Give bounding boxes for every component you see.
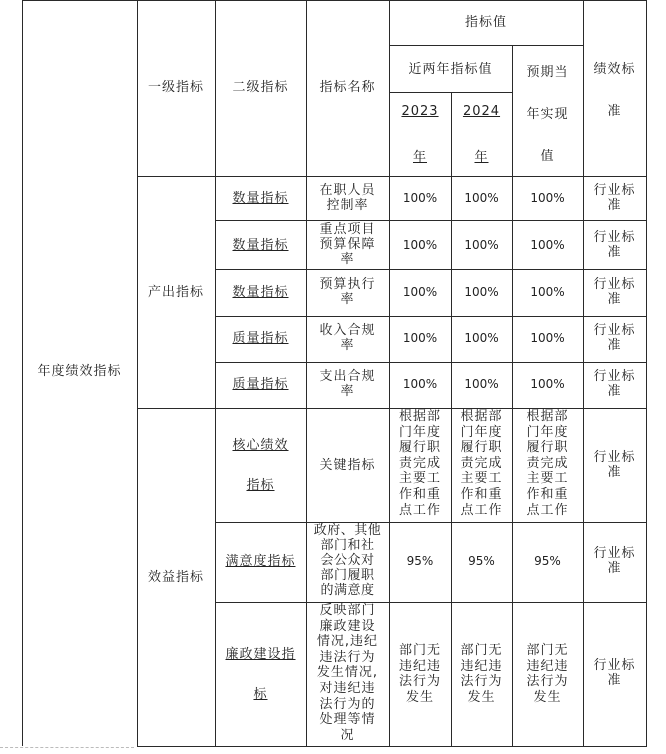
- value-2024: 100%: [464, 377, 499, 391]
- text-line: 率: [340, 292, 355, 307]
- header-text-line: 值: [540, 149, 555, 164]
- text-line: 门年度: [398, 424, 441, 440]
- text-line: 部门履职: [320, 568, 375, 583]
- rule-row: [215, 220, 646, 221]
- page-edge-dashed: [0, 747, 134, 748]
- text-line: 部门无: [460, 643, 503, 658]
- text-line: 准: [607, 198, 622, 213]
- value-2024: 100%: [464, 191, 499, 205]
- indicator-name: [306, 323, 389, 353]
- header-text-line: 年实现: [526, 107, 569, 122]
- header-year-2023: [389, 104, 451, 165]
- col-divider: [215, 0, 216, 747]
- performance-standard: [583, 230, 646, 260]
- year-2023-text: 2023: [401, 104, 439, 119]
- header-level1: 一级指标: [147, 80, 204, 95]
- year-2024-text: 2024: [462, 104, 501, 119]
- value-expected: [512, 409, 583, 518]
- rule-row: [215, 522, 646, 523]
- value-expected: [512, 643, 583, 705]
- value-expected: 100%: [530, 377, 565, 391]
- indicator-name: [306, 222, 389, 267]
- table-border-bottom: [137, 746, 646, 747]
- text-line: 部门无: [398, 643, 441, 658]
- text-line: 行业标: [593, 450, 636, 465]
- indicator-name: [306, 369, 389, 399]
- text-line: 处理等情: [319, 712, 376, 728]
- text-line: 门年度: [460, 424, 503, 440]
- header-level2: 二级指标: [232, 80, 289, 95]
- header-performance-standard: [583, 59, 646, 122]
- text-line: 履行职: [526, 440, 569, 456]
- text-line: 指标: [246, 478, 275, 493]
- text-line: 法行为: [526, 674, 569, 690]
- text-line: 率: [340, 338, 355, 353]
- text-line: 主要工: [526, 471, 569, 487]
- text-line: 准: [607, 384, 622, 399]
- rule-header-bottom: [137, 176, 646, 177]
- text-line: 法行为: [398, 674, 441, 690]
- value-2023: 100%: [402, 285, 438, 299]
- text-line: 行业标: [593, 277, 636, 292]
- text-line: 在职人员: [319, 183, 376, 198]
- text-line: 准: [607, 338, 622, 353]
- text-line: 作和重: [460, 486, 503, 502]
- text-line: 发生: [467, 689, 496, 705]
- value-expected: 100%: [530, 238, 565, 252]
- header-expected-value: [512, 62, 583, 167]
- text-line: 廉政建设指: [225, 647, 296, 662]
- text-line: 准: [607, 292, 622, 307]
- text-line: 法行为的: [319, 696, 376, 712]
- indicator-name: [306, 277, 389, 307]
- text-line: 反映部门: [319, 603, 376, 618]
- value-2023: [389, 643, 451, 705]
- value-2024: 100%: [464, 238, 499, 252]
- value-2023: 100%: [402, 331, 438, 345]
- text-line: 部门无: [526, 643, 569, 658]
- performance-standard: [583, 183, 646, 213]
- rule-row: [215, 316, 646, 317]
- text-line: 发生: [533, 689, 562, 705]
- text-line: 率: [340, 252, 355, 267]
- text-line: 预算执行: [319, 277, 376, 292]
- text-line: 主要工: [398, 471, 441, 487]
- text-line: 违纪违: [398, 658, 441, 674]
- header-text-line: 预期当: [526, 65, 569, 80]
- text-line: 行业标: [593, 658, 636, 673]
- level2-cell: 满意度指标: [225, 554, 296, 569]
- indicator-name: 关键指标: [319, 458, 376, 473]
- text-line: 根据部: [526, 409, 569, 424]
- level2-cell: 数量指标: [232, 191, 289, 206]
- rule-row: [215, 602, 646, 603]
- col-divider: [137, 0, 138, 747]
- text-line: 行业标: [593, 323, 636, 338]
- text-line: 法行为: [460, 674, 503, 690]
- text-line: 重点项目: [319, 222, 376, 237]
- level2-cell: 质量指标: [232, 331, 289, 346]
- text-line: 政府、其他: [313, 523, 382, 538]
- text-line: 预算保障: [319, 237, 376, 252]
- value-2024: 100%: [464, 331, 499, 345]
- text-line: 准: [607, 673, 622, 688]
- text-line: 标: [253, 687, 268, 702]
- value-2023: 100%: [402, 191, 438, 205]
- level2-cell: [215, 436, 306, 496]
- value-2024: [451, 409, 512, 518]
- value-2024: [451, 643, 512, 705]
- text-line: 点工作: [526, 502, 569, 518]
- performance-standard: [583, 450, 646, 480]
- value-2023: [389, 409, 451, 518]
- value-expected: 95%: [534, 554, 561, 568]
- indicator-name: [306, 603, 389, 743]
- rule-under-value-header: [389, 45, 583, 46]
- text-line: 履行职: [460, 440, 503, 456]
- header-indicator-name: 指标名称: [319, 80, 376, 95]
- level2-cell: [215, 645, 306, 705]
- value-2024: 100%: [464, 285, 499, 299]
- rule-row: [215, 362, 646, 363]
- text-line: 控制率: [326, 198, 369, 213]
- text-line: 准: [607, 465, 622, 480]
- value-expected: 100%: [530, 191, 565, 205]
- text-line: 廉政建设: [319, 618, 376, 634]
- text-line: 的满意度: [320, 583, 375, 598]
- indicator-name: [306, 523, 389, 598]
- year-suffix: 年: [412, 150, 427, 165]
- header-text-line: 准: [607, 104, 622, 119]
- text-line: 责完成: [398, 455, 441, 471]
- text-line: 根据部: [398, 409, 441, 424]
- year-suffix: 年: [474, 150, 489, 165]
- header-text-line: 绩效标: [593, 62, 636, 77]
- value-expected: 100%: [530, 285, 565, 299]
- value-2023: 95%: [406, 554, 434, 568]
- rule-row: [215, 269, 646, 270]
- indicator-name: [306, 183, 389, 213]
- header-recent-two-years: 近两年指标值: [408, 62, 493, 77]
- performance-standard: [583, 323, 646, 353]
- text-line: 发生情况,: [316, 665, 379, 681]
- table-border-right: [646, 0, 647, 747]
- header-indicator-value: 指标值: [464, 15, 507, 30]
- text-line: 作和重: [526, 486, 569, 502]
- table-border-top: [22, 0, 646, 1]
- text-line: 收入合规: [319, 323, 376, 338]
- performance-standard: [583, 369, 646, 399]
- text-line: 点工作: [460, 502, 503, 518]
- value-expected: 100%: [530, 331, 565, 345]
- text-line: 行业标: [593, 369, 636, 384]
- text-line: 主要工: [460, 471, 503, 487]
- level2-cell: 数量指标: [232, 285, 289, 300]
- text-line: 根据部: [460, 409, 503, 424]
- text-line: 部门和社: [320, 538, 375, 553]
- value-2023: 100%: [402, 238, 438, 252]
- text-line: 违纪违: [460, 658, 503, 674]
- text-line: 发生: [405, 689, 434, 705]
- text-line: 履行职: [398, 440, 441, 456]
- level1-benefit: 效益指标: [147, 570, 204, 585]
- level2-cell: 质量指标: [232, 377, 289, 392]
- text-line: 支出合规: [319, 369, 376, 384]
- performance-standard: [583, 658, 646, 688]
- text-line: 责完成: [460, 455, 503, 471]
- text-line: 准: [607, 561, 622, 576]
- text-line: 会公众对: [320, 553, 375, 568]
- text-line: 门年度: [526, 424, 569, 440]
- text-line: 作和重: [398, 486, 441, 502]
- text-line: 情况,违纪: [316, 634, 379, 650]
- header-year-2024: [451, 104, 512, 165]
- performance-standard: [583, 277, 646, 307]
- text-line: 率: [340, 384, 355, 399]
- value-2023: 100%: [402, 377, 438, 391]
- text-line: 核心绩效: [232, 438, 289, 453]
- value-2024: 95%: [468, 554, 495, 568]
- row-group-label: 年度绩效指标: [37, 364, 122, 379]
- text-line: 准: [607, 245, 622, 260]
- text-line: 责完成: [526, 455, 569, 471]
- text-line: 况: [340, 727, 355, 743]
- text-line: 违纪违: [526, 658, 569, 674]
- text-line: 对违纪违: [319, 680, 376, 696]
- level2-cell: 数量指标: [232, 238, 289, 253]
- text-line: 违法行为: [319, 649, 376, 665]
- text-line: 行业标: [593, 183, 636, 198]
- text-line: 点工作: [398, 502, 441, 518]
- text-line: 行业标: [593, 546, 636, 561]
- text-line: 行业标: [593, 230, 636, 245]
- level1-output: 产出指标: [147, 285, 204, 300]
- performance-standard: [583, 546, 646, 576]
